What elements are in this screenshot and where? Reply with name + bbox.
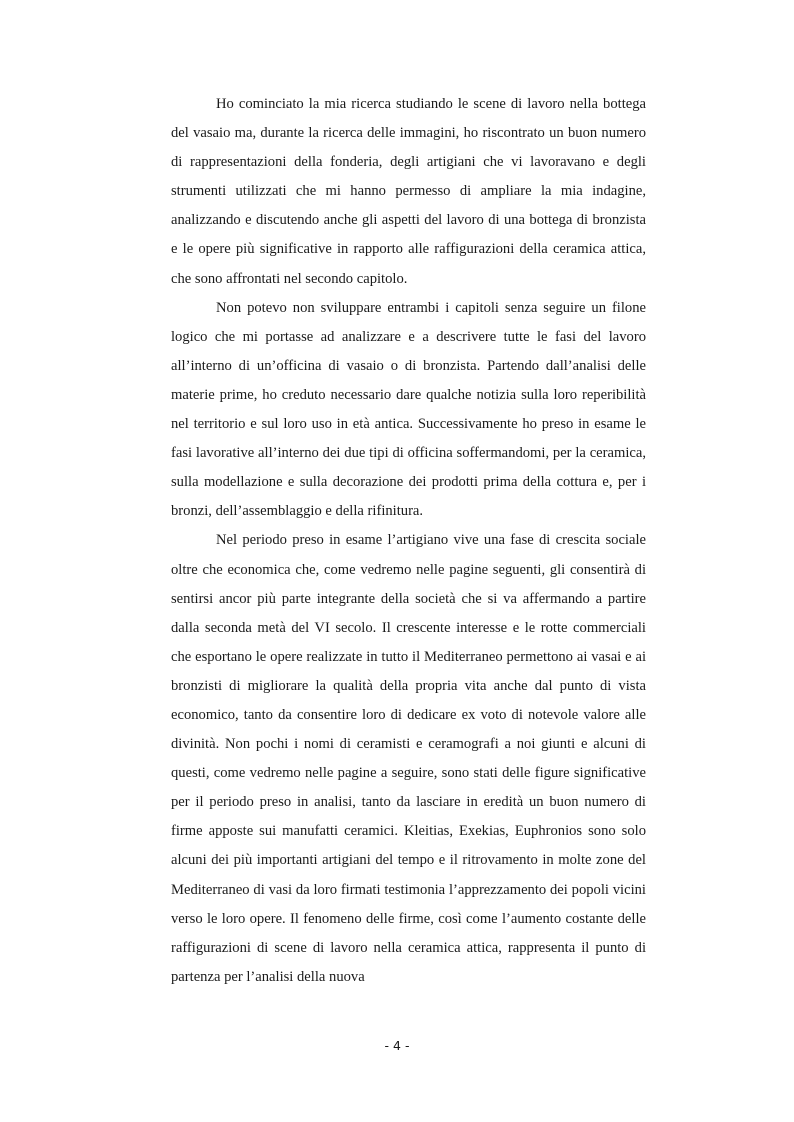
paragraph-1: Ho cominciato la mia ricerca studiando le scene di lavoro nella bottega del vasaio ma, durante la ricerca delle immagini, ho riscontrato un buon numero di rappresentazioni della fonderia, degli artigiani che vi lavoravano e degli strumenti utilizzati che mi hanno permesso di ampliare la mia indagine, analizzando e discutendo anche gli aspetti del lavoro di una bottega di bronzista e le opere più significative in rapporto alle raffigurazioni della ceramica attica, che sono affrontati nel secondo capitolo. xyxy=(171,96,646,287)
paragraph-3: Nel periodo preso in esame l’artigiano vive una fase di crescita sociale oltre che economica che, come vedremo nelle pagine seguenti, gli consentirà di sentirsi ancor più parte integrante della società che si va affermando a partire dalla seconda metà del VI secolo. Il crescente interesse e le rotte commerciali che esportano le opere realizzate in tutto il Mediterraneo permettono ai vasai e ai bronzisti di migliorare la qualità della propria vita anche dal punto di vista economico, tanto da consentire loro di dedicare ex voto di notevole valore alle divinità. Non pochi i nomi di ceramisti e ceramografi a noi giunti e alcuni di questi, come vedremo nelle pagine a seguire, sono stati delle figure significative per il periodo preso in analisi, tanto da lasciare in eredità un buon numero di firme apposte sui manufatti ceramici. Kleitias, Exekias, Euphronios sono solo alcuni dei più importanti artigiani del tempo e il ritrovamento in molte zone del Mediterraneo di vasi da loro firmati testimonia l’apprezzamento dei popoli vicini verso le loro opere. Il fenomeno delle firme, così come l’aumento costante delle raffigurazioni di scene di lavoro nella ceramica attica, rappresenta il punto di partenza per l’analisi della nuova xyxy=(171,532,646,985)
paragraph-2: Non potevo non sviluppare entrambi i capitoli senza seguire un filone logico che mi portasse ad analizzare e a descrivere tutte le fasi del lavoro all’interno di un’officina di vasaio o di bronzista. Partendo dall’analisi delle materie prime, ho creduto necessario dare qualche notizia sulla loro reperibilità nel territorio e sul loro uso in età antica. Successivamente ho preso in esame le fasi lavorative all’interno dei due tipi di officina soffermandomi, per la ceramica, sulla modellazione e sulla decorazione dei prodotti prima della cottura e, per i bronzi, dell’assemblaggio e della rifinitura. xyxy=(171,299,646,520)
page-number: - 4 - xyxy=(384,1038,410,1053)
document-body xyxy=(171,90,646,992)
